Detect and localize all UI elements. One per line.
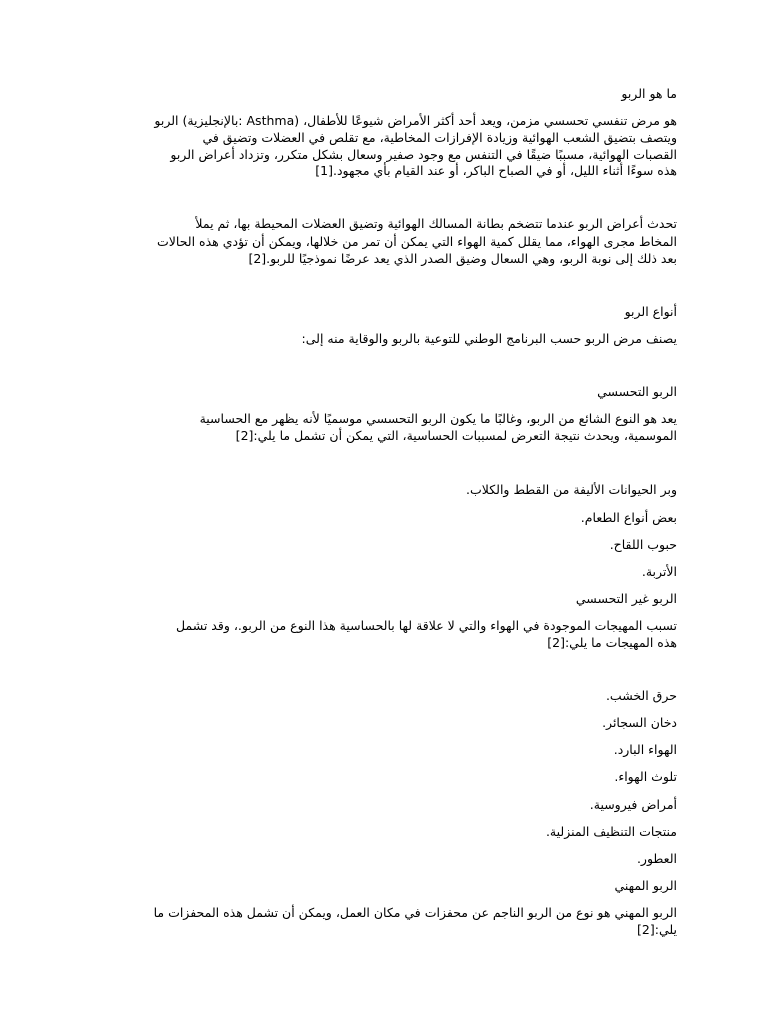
symptoms-line-1: تحدث أعراض الربو عندما تتضخم بطانة المسالك الهوائية وتضيق العضلات المحيطة بها، ثم يملأ [195,216,677,231]
intro-line-3: القصبات الهوائية، مسببًا ضيقًا في التنفس مع وجود صفير وسعال بشكل متكرر، وتزداد أعراض الربو [170,147,677,162]
intro-line-4: هذه سوءًا أثناء الليل، أو في الصباح الباكر، أو عند القيام بأي مجهود.[1] [315,163,677,178]
heading-types: أنواع الربو [624,304,677,319]
allergic-item: الأتربة. [641,564,677,579]
heading-nonallergic-asthma: الربو غير التحسسي [575,591,677,606]
allergic-item: وبر الحيوانات الأليفة من القطط والكلاب. [466,482,677,497]
symptoms-line-3: بعد ذلك إلى نوبة الربو، وهي السعال وضيق الصدر الذي يعد عرضًا نموذجيًا للربو.[2] [248,251,677,266]
allergic-item: حبوب اللقاح. [609,537,677,552]
heading-what-is-asthma: ما هو الربو [621,86,677,101]
allergic-item: بعض أنواع الطعام. [580,510,677,525]
allergic-line-1: يعد هو النوع الشائع من الربو، وغالبًا ما يكون الربو التحسسي موسميًا لأنه يظهر مع الحساسية [199,411,677,426]
heading-allergic-asthma: الربو التحسسي [597,384,677,399]
occupational-line-2: يلي:[2] [637,922,677,937]
symptoms-line-2: المخاط مجرى الهواء، مما يقلل كمية الهواء التي يمكن أن تمر من خلالها، ويمكن أن تؤدي هذه الحالات [157,234,677,249]
intro-line-1: هو مرض تنفسي تحسسي مزمن، ويعد أحد أكثر الأمراض شيوعًا للأطفال، (Asthma :بالإنجليزية) الربو [154,113,677,128]
nonallergic-item: أمراض فيروسية. [589,797,677,812]
nonallergic-item: حرق الخشب. [605,688,677,703]
nonallergic-item: تلوث الهواء. [614,769,677,784]
heading-occupational-asthma: الربو المهني [614,878,677,893]
types-intro: يصنف مرض الربو حسب البرنامج الوطني للتوعية بالربو والوقاية منه إلى: [301,331,677,346]
nonallergic-line-2: هذه المهيجات ما يلي:[2] [547,635,677,650]
intro-line-2: ويتصف بتضيق الشعب الهوائية وزيادة الإفرازات المخاطية، مع تقلص في العضلات وتضيق في [202,130,677,145]
occupational-line-1: الربو المهني هو نوع من الربو الناجم عن محفزات في مكان العمل، ويمكن أن تشمل هذه المحفزات ما [153,905,677,920]
nonallergic-item: الهواء البارد. [613,742,677,757]
nonallergic-item: منتجات التنظيف المنزلية. [545,824,677,839]
nonallergic-line-1: تسبب المهيجات الموجودة في الهواء والتي لا علاقة لها بالحساسية هذا النوع من الربو.، وقد تشمل [176,618,677,633]
nonallergic-item: دخان السجائر. [602,715,677,730]
allergic-line-2: الموسمية، ويحدث نتيجة التعرض لمسببات الحساسية، التي يمكن أن تشمل ما يلي:[2] [235,428,677,443]
nonallergic-item: العطور. [636,851,677,866]
